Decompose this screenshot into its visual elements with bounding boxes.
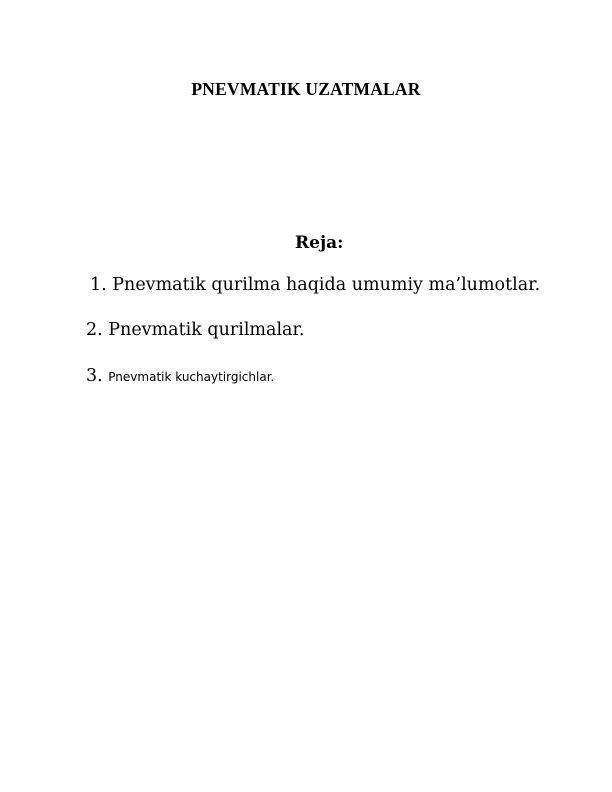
plan-item-1-text: Pnevmatik qurilma haqida umumiy ma’lumotlar. bbox=[112, 275, 541, 295]
plan-item-3-text: Pnevmatik kuchaytirgichlar. bbox=[108, 370, 275, 384]
plan-item-3-number: 3. bbox=[86, 366, 103, 386]
document-title: PNEVMATIK UZATMALAR bbox=[191, 79, 421, 99]
plan-item-1 bbox=[90, 275, 540, 295]
plan-item-2 bbox=[86, 320, 305, 340]
plan-heading: Reja: bbox=[295, 233, 344, 253]
plan-item-1-number: 1. bbox=[90, 275, 107, 295]
plan-item-3 bbox=[86, 366, 274, 386]
plan-item-2-text: Pnevmatik qurilmalar. bbox=[108, 320, 305, 340]
plan-item-2-number: 2. bbox=[86, 320, 103, 340]
